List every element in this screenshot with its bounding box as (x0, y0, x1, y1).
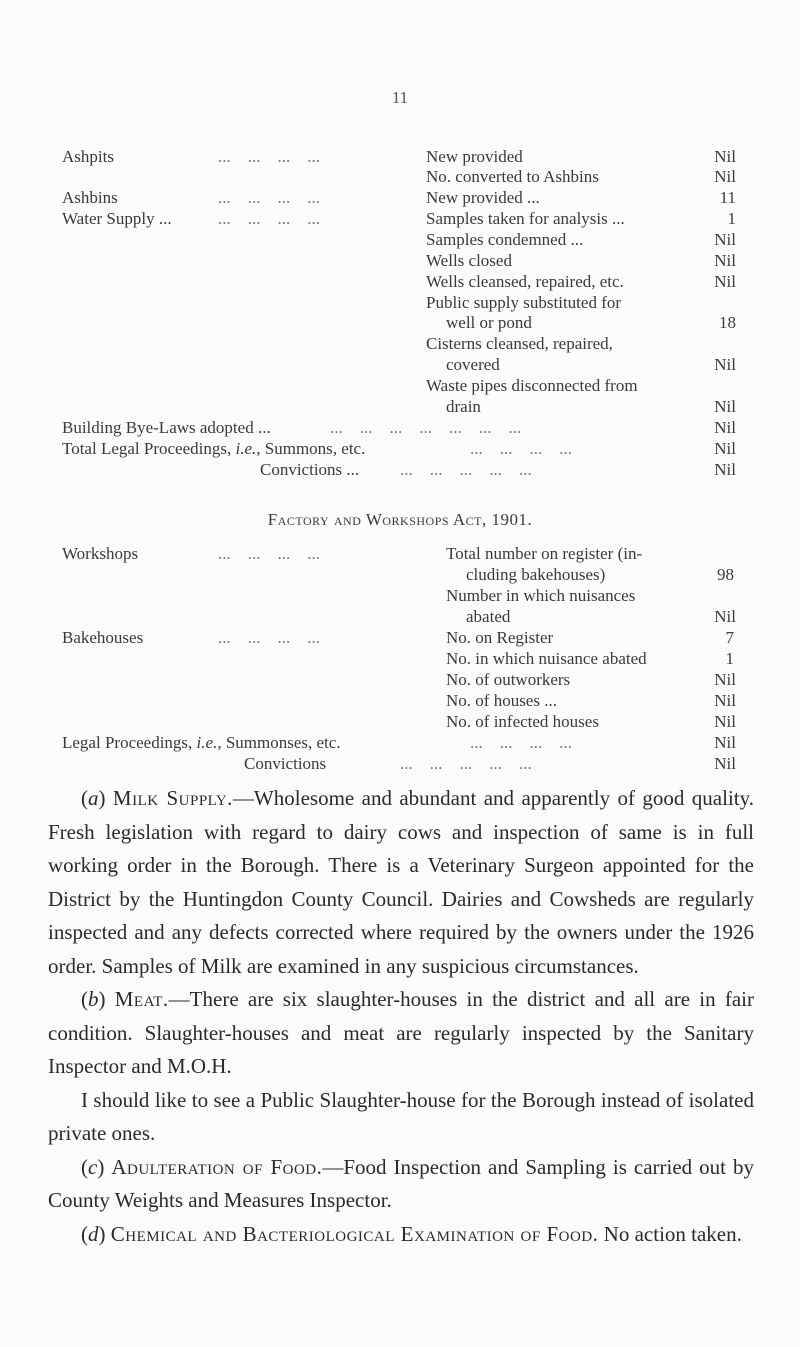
body-text (48, 782, 754, 1251)
bakehouses-nuisance-abated: No. in which nuisance abated (446, 649, 647, 668)
page-number: 11 (391, 88, 409, 107)
chemical-examination-paragraph: (d) Chemical and Bacteriological Examination of Food. No action taken. (81, 1221, 742, 1246)
ashpits-new-provided-value: Nil (714, 147, 736, 166)
water-wells-cleansed: Wells cleansed, repaired, etc. (426, 272, 624, 291)
water-cisterns: Cisterns cleansed, repaired, (426, 334, 613, 353)
water-waste-pipes: Waste pipes disconnected from (426, 376, 638, 395)
water-wells-closed-value: Nil (714, 251, 736, 270)
bakehouses-nuisance-abated-value: 1 (725, 649, 734, 668)
ashbins-new-provided: New provided ... (426, 188, 540, 207)
bakehouses-houses: No. of houses ... (446, 691, 557, 710)
bakehouses-on-register-value: 7 (725, 628, 734, 647)
total-legal-proceedings-value: Nil (714, 439, 736, 458)
ashbins-value: 11 (719, 188, 736, 207)
chemical-examination-heading: Chemical and Bacteriological Examination of Food. (110, 1221, 599, 1246)
leader-dots: ... ... ... ... (470, 733, 572, 752)
meat-heading: Meat. (114, 987, 169, 1011)
bakehouses-outworkers: No. of outworkers (446, 670, 571, 689)
leader-dots: ... ... ... ... (218, 628, 320, 647)
adulteration-heading: Adulteration of Food. (111, 1154, 323, 1179)
ashpits-new-provided: New provided (426, 147, 523, 166)
leader-dots: ... ... ... ... (470, 439, 572, 458)
milk-supply-paragraph: (a) Milk Supply.—Wholesome and abundant and apparently of good quality. Fresh legislation with regard to dairy cows and inspection of same is in full working order in the Borough. There is a Veterinary Surgeon appointed for the District by the Huntingdon County Council. Dairies and Cowsheds are regularly inspected and any defects corrected where required by the owners under the 1926 order. Samples of Milk are examined in any suspicious circumstances. (48, 786, 755, 978)
water-samples-taken: Samples taken for analysis ... (426, 209, 625, 228)
water-public-supply: Public supply substituted for (426, 293, 622, 312)
bakehouses-on-register: No. on Register (446, 628, 554, 647)
ashpits-converted: No. converted to Ashbins (426, 167, 599, 186)
bye-laws-label: Building Bye-Laws adopted ... (62, 418, 271, 437)
workshops-nuisances-cont: abated (466, 607, 511, 626)
bye-laws-value: Nil (714, 418, 736, 437)
leader-dots: ... ... ... ... (218, 209, 320, 228)
leader-dots: ... ... ... ... ... (400, 460, 532, 479)
bakehouses-houses-value: Nil (714, 691, 736, 710)
water-wells-cleansed-value: Nil (714, 272, 736, 291)
bakehouses-outworkers-value: Nil (714, 670, 736, 689)
water-samples-taken-value: 1 (727, 209, 736, 228)
ashbins-label: Ashbins (62, 188, 118, 207)
water-waste-pipes-cont: drain (446, 397, 481, 416)
bakehouses-infected-houses-value: Nil (714, 712, 736, 731)
convictions-label: Convictions ... (260, 460, 360, 479)
bakehouses-infected-houses: No. of infected houses (446, 712, 599, 731)
leader-dots: ... ... ... ... (218, 188, 320, 207)
leader-dots: ... ... ... ... ... (400, 754, 532, 773)
factory-act-heading: Factory and Workshops Act, 1901. (267, 510, 533, 529)
leader-dots: ... ... ... ... (218, 147, 320, 166)
water-cisterns-value: Nil (714, 355, 736, 374)
water-supply-label: Water Supply ... (62, 209, 172, 228)
water-samples-condemned-value: Nil (714, 230, 736, 249)
legal-proceedings-label: Legal Proceedings, i.e., Summonses, etc. (62, 733, 341, 752)
leader-dots: ... ... ... ... ... ... ... (330, 418, 522, 437)
workshops-label: Workshops (62, 544, 139, 563)
convictions-value: Nil (714, 754, 736, 773)
workshops-total-value: 98 (717, 565, 734, 584)
convictions-label: Convictions (244, 754, 327, 773)
water-wells-closed: Wells closed (426, 251, 512, 270)
water-public-supply-value: 18 (719, 313, 736, 332)
adulteration-paragraph: (c) Adulteration of Food.—Food Inspection and Sampling is carried out by County Weights and Measures Inspector. (48, 1154, 754, 1212)
slaughter-house-paragraph: I should like to see a Public Slaughter-house for the Borough instead of isolated private ones. (48, 1087, 754, 1145)
ashpits-label: Ashpits (62, 147, 114, 166)
workshops-total-cont: cluding bakehouses) (466, 565, 606, 584)
water-cisterns-cont: covered (446, 355, 500, 374)
milk-supply-heading: Milk Supply. (112, 786, 233, 810)
convictions-value: Nil (714, 460, 736, 479)
water-samples-condemned: Samples condemned ... (426, 230, 584, 249)
water-waste-pipes-value: Nil (714, 397, 736, 416)
bakehouses-label: Bakehouses (62, 628, 144, 647)
workshops-total: Total number on register (in- (446, 544, 643, 563)
leader-dots: ... ... ... ... (218, 544, 320, 563)
workshops-nuisances-value: Nil (714, 607, 736, 626)
ashpits-converted-value: Nil (714, 167, 736, 186)
legal-proceedings-value: Nil (714, 733, 736, 752)
total-legal-proceedings-label: Total Legal Proceedings, i.e., Summons, etc. (62, 439, 366, 458)
workshops-nuisances: Number in which nuisances (446, 586, 636, 605)
water-public-supply-cont: well or pond (446, 313, 532, 332)
meat-paragraph: (b) Meat.—There are six slaughter-houses in the district and all are in fair condition. Slaughter-houses and meat are regularly inspected by the Sanitary Inspector and M.O.H. (48, 987, 754, 1078)
